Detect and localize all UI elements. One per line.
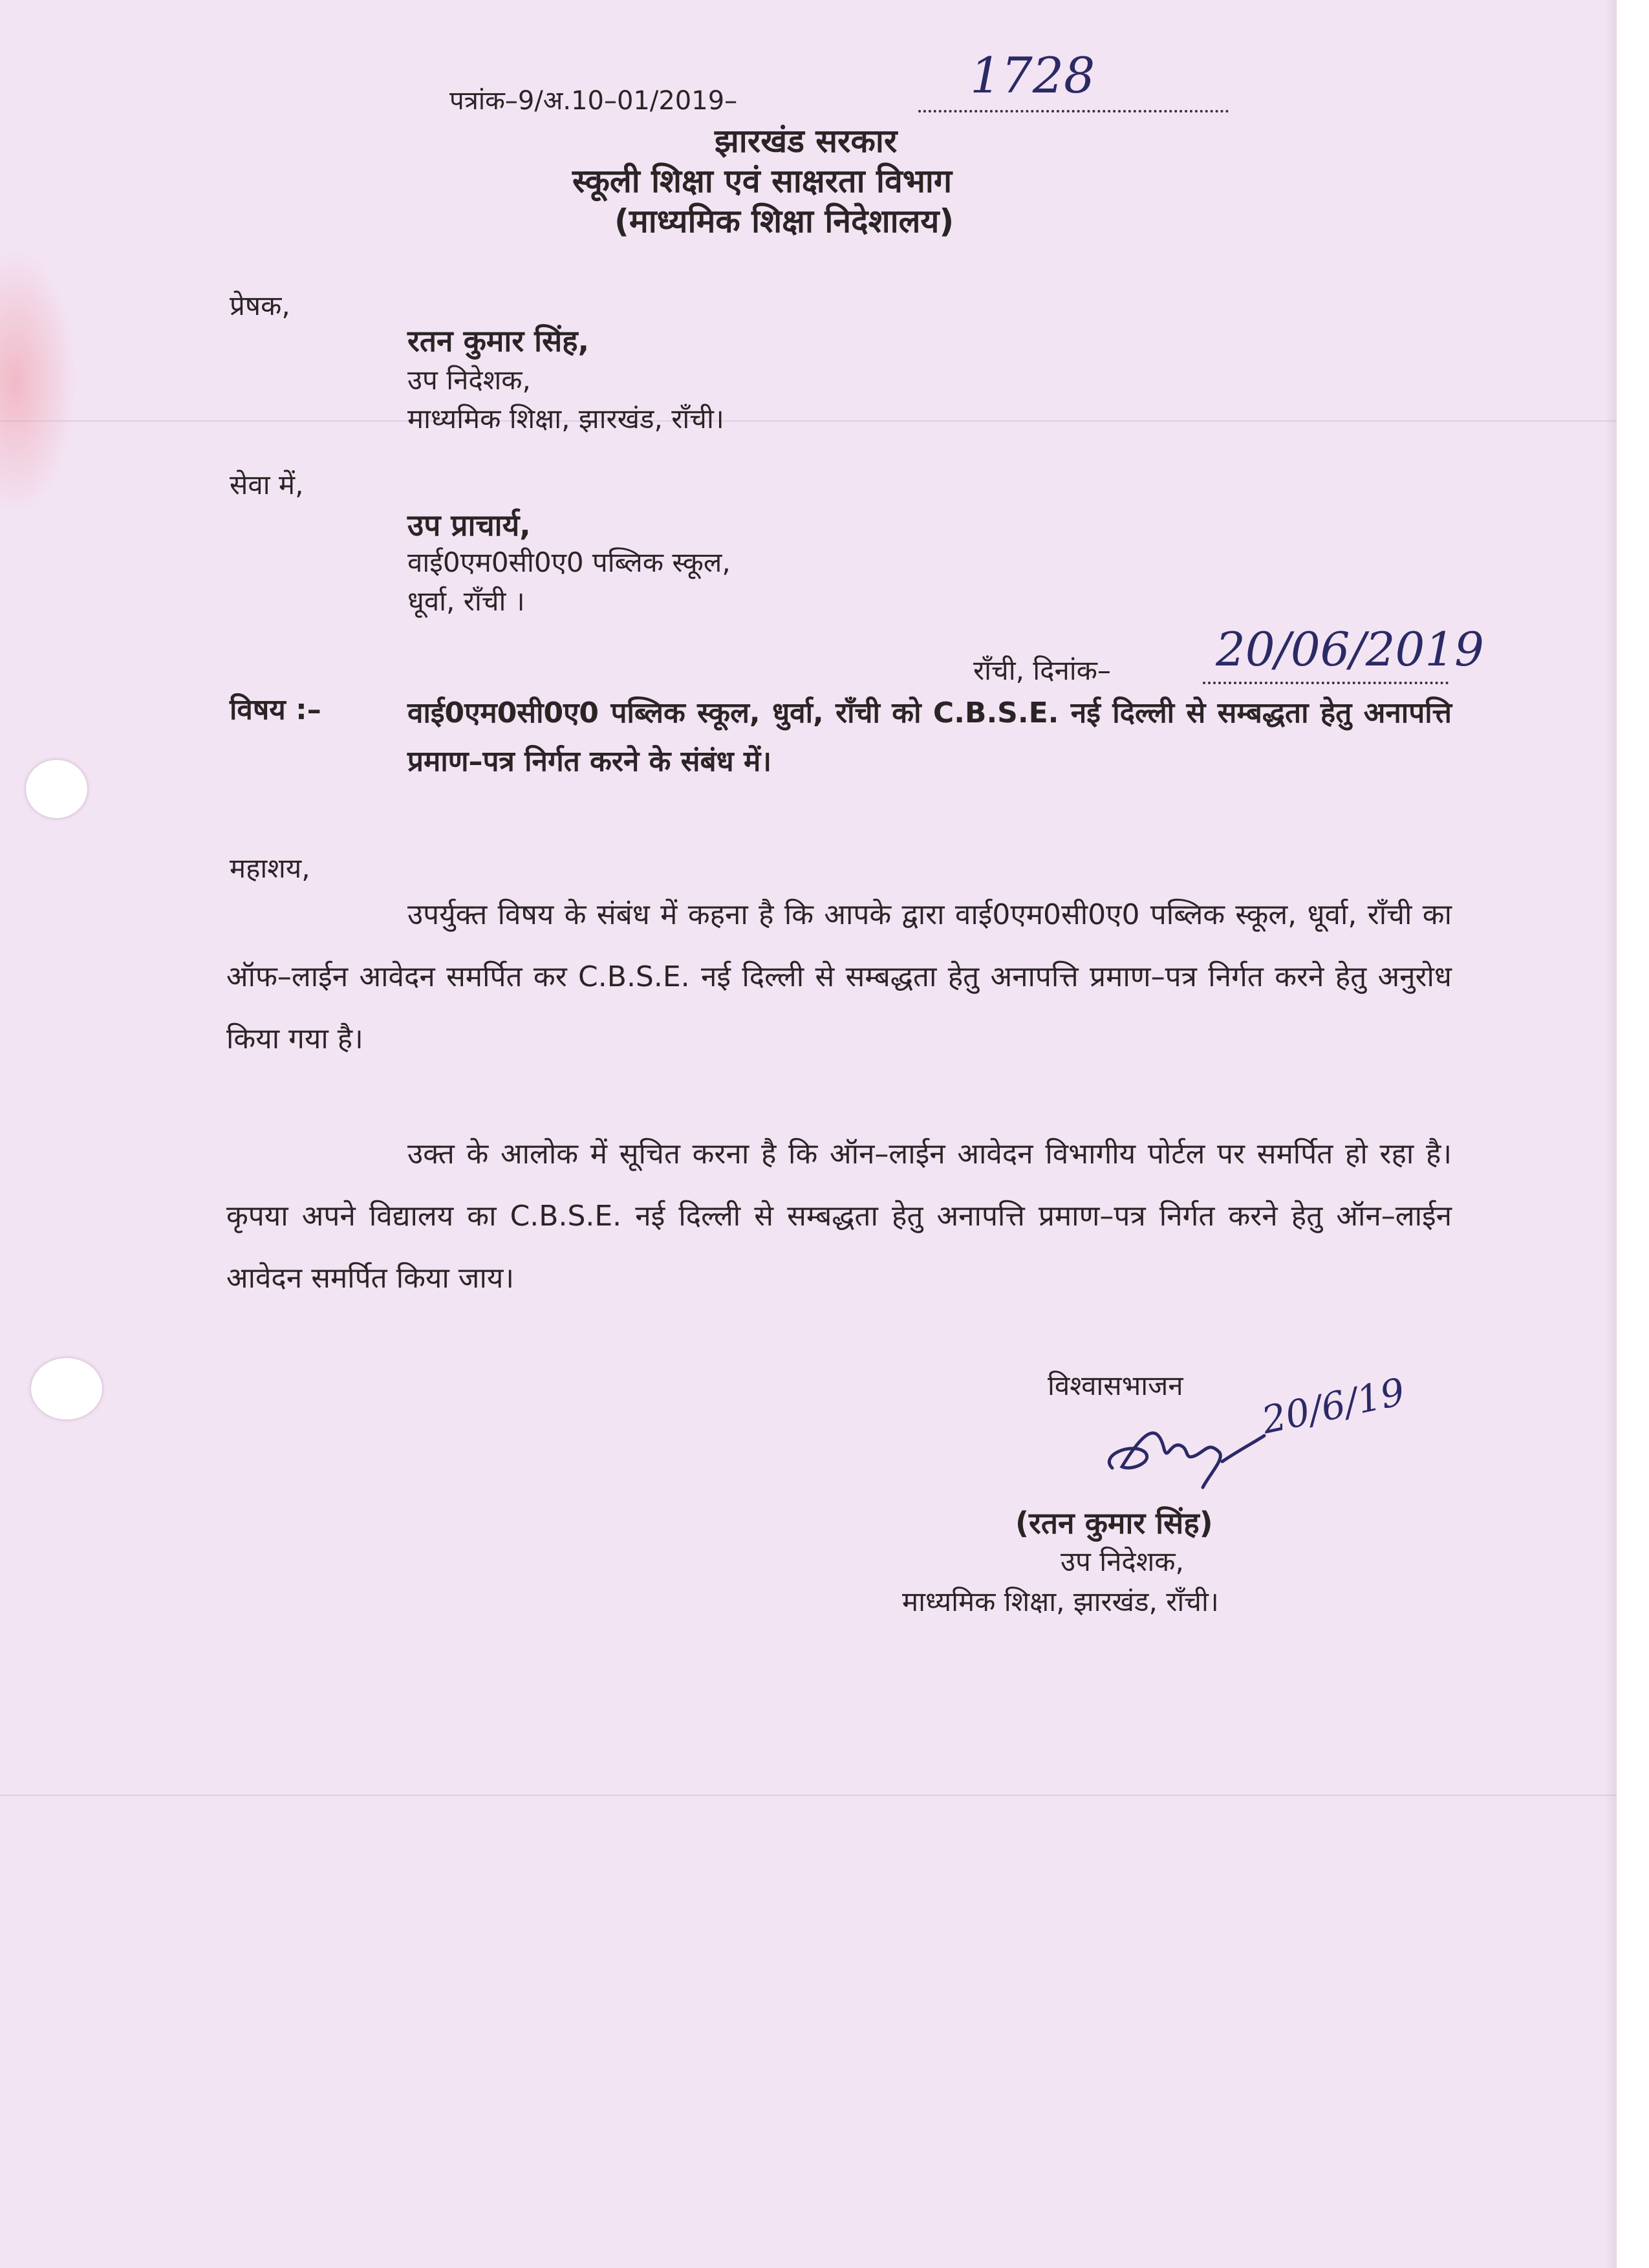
subject-label: विषय :– (230, 693, 321, 726)
fold-line (0, 420, 1617, 422)
header-department: स्कूली शिक्षा एवं साक्षरता विभाग (572, 162, 953, 200)
recipient-designation: उप प्राचार्य, (407, 508, 531, 543)
recipient-school: वाई0एम0सी0ए0 पब्लिक स्कूल, (407, 546, 731, 578)
date-label: राँची, दिनांक– (973, 654, 1111, 686)
sender-office: माध्यमिक शिक्षा, झारखंड, राँची। (407, 403, 724, 435)
valediction: विश्वासभाजन (1048, 1370, 1183, 1401)
sender-label: प्रेषक, (230, 290, 290, 321)
recipient-place: धूर्वा, राँची । (407, 585, 525, 617)
punch-hole-top (26, 760, 87, 818)
sender-name: रतन कुमार सिंह, (407, 323, 590, 358)
body-paragraph-2: उक्त के आलोक में सूचित करना है कि ऑन–लाईन आवेदन विभागीय पोर्टल पर समर्पित हो रहा है। कृपया अपने विद्यालय का C.B.S.E. नई दिल्ली से सम्बद्धता हेतु अनापत्ति प्रमाण–पत्र निर्गत करने हेतु ऑन–लाईन आवेदन समर्पित किया जाय। (226, 1138, 1452, 1295)
page-edge (1604, 0, 1617, 2268)
header-government: झारखंड सरकार (715, 122, 898, 160)
header-directorate: (माध्यमिक शिक्षा निदेशालय) (614, 202, 954, 240)
salutation: महाशय, (230, 852, 310, 884)
sender-designation: उप निदेशक, (407, 364, 531, 396)
reference-number: पत्रांक–9/अ.10–01/2019– (449, 86, 738, 116)
paper-stain (0, 246, 78, 517)
scan-margin (1617, 0, 1649, 2268)
closing-designation: उप निदेशक, (1061, 1546, 1184, 1577)
punch-hole-bottom (31, 1358, 102, 1420)
closing-name: (रतन कुमार सिंह) (1015, 1506, 1213, 1540)
subject-text: वाई0एम0सी0ए0 पब्लिक स्कूल, धुर्वा, राँची को C.B.S.E. नई दिल्ली से सम्बद्धता हेतु अनापत्ति प्रमाण–पत्र निर्गत करने के संबंध में। (407, 697, 1452, 778)
recipient-label: सेवा में, (230, 469, 304, 501)
closing-office: माध्यमिक शिक्षा, झारखंड, राँची। (902, 1586, 1219, 1617)
fold-line (0, 1795, 1617, 1796)
handwritten-reference: 1728 (970, 47, 1095, 104)
handwritten-date: 20/06/2019 (1216, 622, 1484, 676)
body-paragraph-1: उपर्युक्त विषय के संबंध में कहना है कि आपके द्वारा वाई0एम0सी0ए0 पब्लिक स्कूल, धूर्वा, राँची का ऑफ–लाईन आवेदन समर्पित कर C.B.S.E. नई दिल्ली से सम्बद्धता हेतु अनापत्ति प्रमाण–पत्र निर्गत करने हेतु अनुरोध किया गया है। (226, 898, 1452, 1055)
signature-date: 20/6/19 (1258, 1369, 1409, 1443)
